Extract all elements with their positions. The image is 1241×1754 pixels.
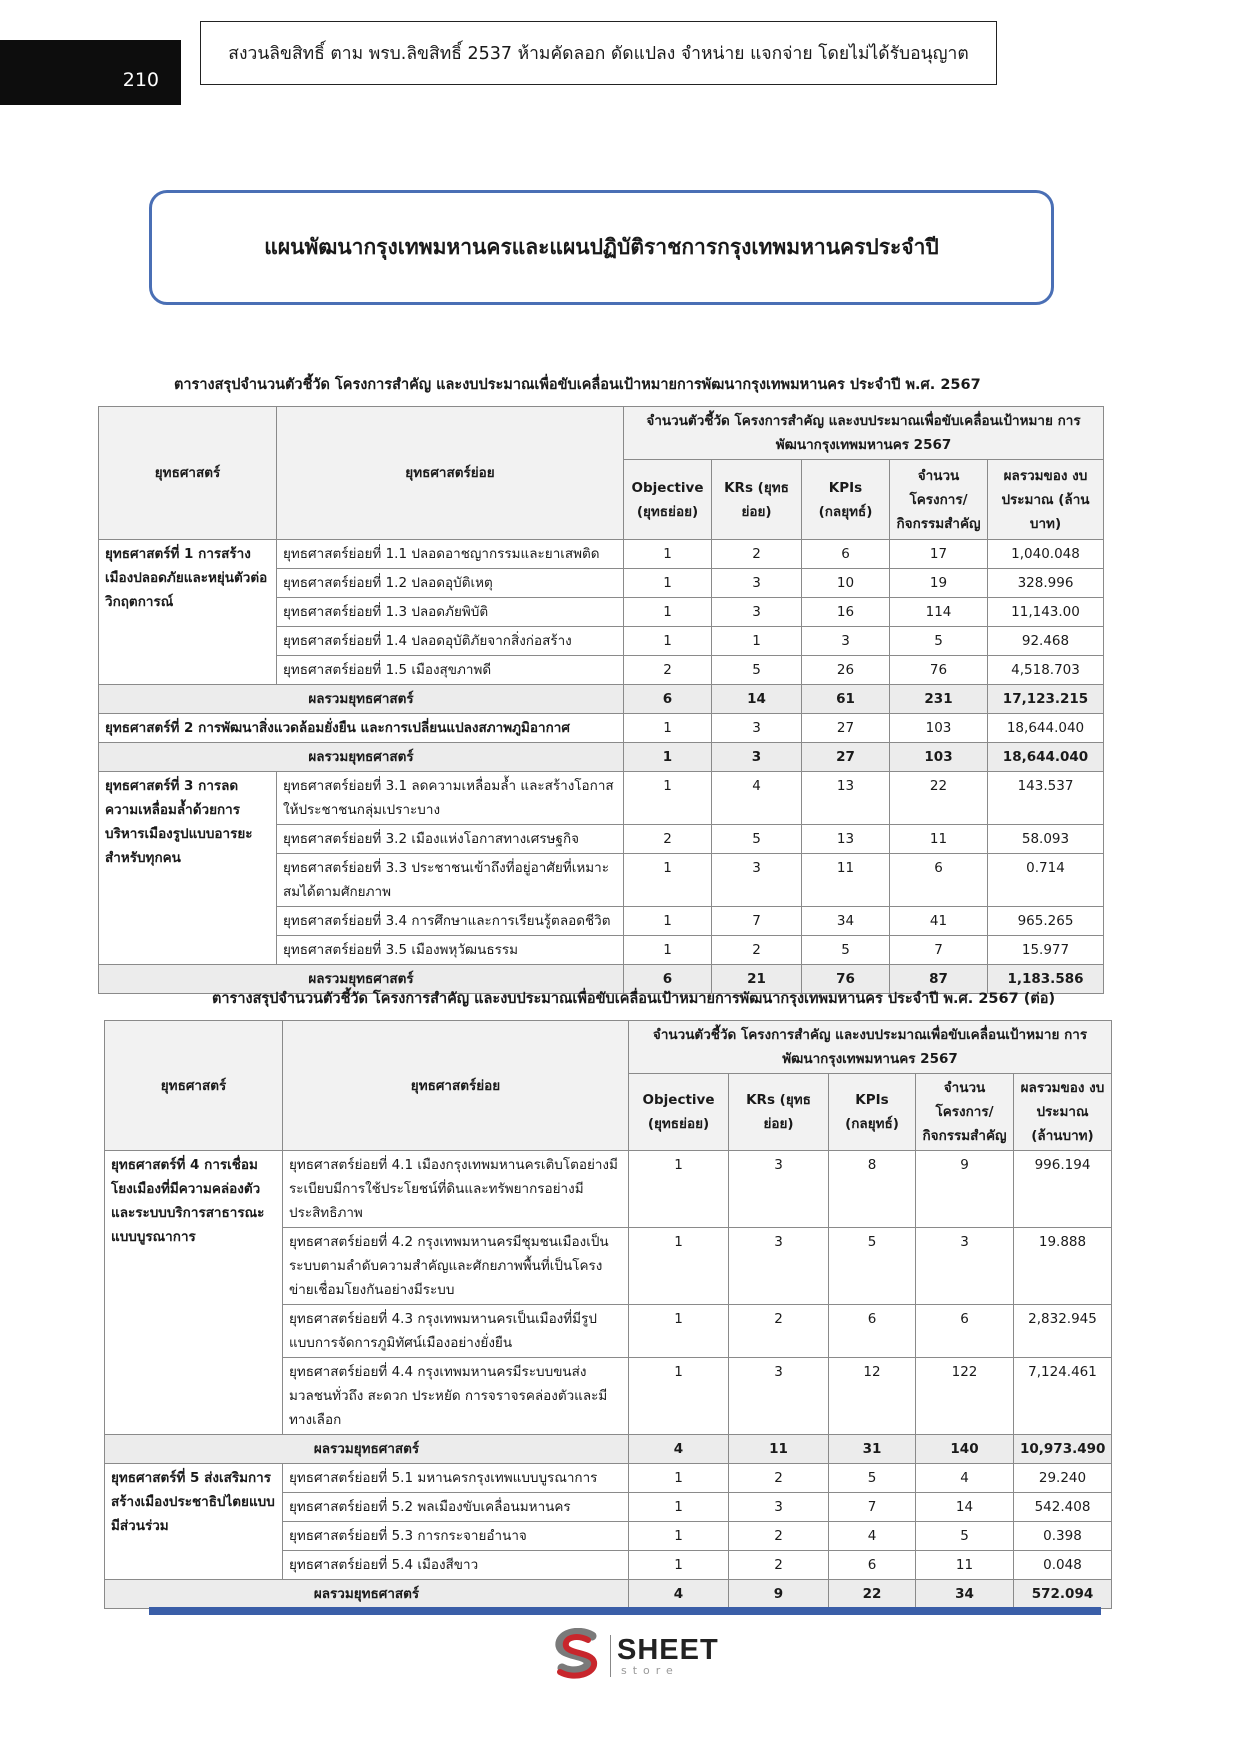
budget-cell: 15.977 (988, 936, 1104, 965)
sub-strategy: ยุทธศาสตร์ย่อยที่ 3.2 เมืองแห่งโอกาสทางเศรษฐกิจ (277, 825, 624, 854)
projects-cell: 19 (890, 569, 988, 598)
table2-caption: ตารางสรุปจำนวนตัวชี้วัด โครงการสำคัญ และงบประมาณเพื่อขับเคลื่อนเป้าหมายการพัฒนากรุงเทพมหานคร ประจำปี พ.ศ. 2567 (ต่อ) (212, 991, 1056, 1007)
projects-cell: 76 (890, 656, 988, 685)
table-row (99, 714, 1104, 743)
objective-cell: 2 (624, 825, 712, 854)
total-label: ผลรวมยุทธศาสตร์ (105, 1580, 629, 1609)
header-sub-strategy: ยุทธศาสตร์ย่อย (277, 407, 624, 540)
budget-cell: 11,143.00 (988, 598, 1104, 627)
projects-cell: 14 (916, 1493, 1014, 1522)
objective-cell: 6 (624, 965, 712, 994)
sub-strategy: ยุทธศาสตร์ย่อยที่ 4.2 กรุงเทพมหานครมีชุมชนเมืองเป็นระบบตามลำดับความสำคัญและศักยภาพพื้นที่เป็นโครงข่ายเชื่อมโยงกันอย่างมีระบบ (283, 1228, 629, 1305)
kpis-cell: 11 (802, 854, 890, 907)
header-budget: ผลรวมของ งบประมาณ (ล้านบาท) (1014, 1074, 1112, 1151)
kpis-cell: 7 (829, 1493, 916, 1522)
projects-cell: 4 (916, 1464, 1014, 1493)
sheet-store-s-icon (548, 1628, 606, 1684)
kpis-cell: 27 (802, 714, 890, 743)
strategy-name: ยุทธศาสตร์ที่ 1 การสร้างเมืองปลอดภัยและหยุ่นตัวต่อวิกฤตการณ์ (99, 540, 277, 685)
krs-cell: 2 (729, 1464, 829, 1493)
header-kpis: KPIs (กลยุทธ์) (829, 1074, 916, 1151)
copyright-notice: สงวนลิขสิทธิ์ ตาม พรบ.ลิขสิทธิ์ 2537 ห้ามคัดลอก ดัดแปลง จำหน่าย แจกจ่าย โดยไม่ได้รับอนุญาต (200, 21, 997, 85)
projects-cell: 17 (890, 540, 988, 569)
projects-cell: 41 (890, 907, 988, 936)
krs-cell: 3 (712, 598, 802, 627)
sub-strategy: ยุทธศาสตร์ย่อยที่ 4.3 กรุงเทพมหานครเป็นเมืองที่มีรูปแบบการจัดการภูมิทัศน์เมืองอย่างยั่งยืน (283, 1305, 629, 1358)
projects-cell: 87 (890, 965, 988, 994)
sub-strategy: ยุทธศาสตร์ย่อยที่ 3.5 เมืองพหุวัฒนธรรม (277, 936, 624, 965)
strategy-total-row (99, 743, 1104, 772)
projects-cell: 103 (890, 743, 988, 772)
table-row (105, 1151, 1112, 1228)
budget-cell: 17,123.215 (988, 685, 1104, 714)
projects-cell: 34 (916, 1580, 1014, 1609)
projects-cell: 11 (890, 825, 988, 854)
krs-cell: 4 (712, 772, 802, 825)
projects-cell: 9 (916, 1151, 1014, 1228)
strategy-total-row (105, 1580, 1112, 1609)
krs-cell: 3 (712, 743, 802, 772)
table1-caption: ตารางสรุปจำนวนตัวชี้วัด โครงการสำคัญ และงบประมาณเพื่อขับเคลื่อนเป้าหมายการพัฒนากรุงเทพมหานคร ประจำปี พ.ศ. 2567 (174, 377, 981, 393)
krs-cell: 1 (712, 627, 802, 656)
objective-cell: 1 (624, 598, 712, 627)
kpis-cell: 61 (802, 685, 890, 714)
kpis-cell: 76 (802, 965, 890, 994)
header-kpis: KPIs (กลยุทธ์) (802, 460, 890, 540)
budget-cell: 19.888 (1014, 1228, 1112, 1305)
logo-subtext: store (621, 1664, 679, 1677)
header-projects: จำนวน โครงการ/ กิจกรรมสำคัญ (916, 1074, 1014, 1151)
projects-cell: 11 (916, 1551, 1014, 1580)
sub-strategy: ยุทธศาสตร์ย่อยที่ 1.4 ปลอดอุบัติภัยจากสิ่งก่อสร้าง (277, 627, 624, 656)
objective-cell: 1 (624, 936, 712, 965)
header-sub-strategy: ยุทธศาสตร์ย่อย (283, 1021, 629, 1151)
header-projects: จำนวน โครงการ/ กิจกรรมสำคัญ (890, 460, 988, 540)
budget-cell: 1,183.586 (988, 965, 1104, 994)
projects-cell: 6 (890, 854, 988, 907)
objective-cell: 1 (629, 1493, 729, 1522)
sub-strategy: ยุทธศาสตร์ย่อยที่ 3.4 การศึกษาและการเรียนรู้ตลอดชีวิต (277, 907, 624, 936)
budget-cell: 58.093 (988, 825, 1104, 854)
budget-cell: 18,644.040 (988, 743, 1104, 772)
sub-strategy: ยุทธศาสตร์ย่อยที่ 1.5 เมืองสุขภาพดี (277, 656, 624, 685)
budget-cell: 328.996 (988, 569, 1104, 598)
projects-cell: 114 (890, 598, 988, 627)
objective-cell: 1 (624, 854, 712, 907)
objective-cell: 1 (629, 1151, 729, 1228)
projects-cell: 22 (890, 772, 988, 825)
budget-cell: 92.468 (988, 627, 1104, 656)
objective-cell: 1 (624, 907, 712, 936)
kpis-cell: 34 (802, 907, 890, 936)
sub-strategy: ยุทธศาสตร์ย่อยที่ 5.2 พลเมืองขับเคลื่อนมหานคร (283, 1493, 629, 1522)
krs-cell: 3 (712, 854, 802, 907)
table-row (105, 1464, 1112, 1493)
table-header-row (105, 1021, 1112, 1074)
sub-strategy: ยุทธศาสตร์ย่อยที่ 4.4 กรุงเทพมหานครมีระบบขนส่งมวลชนทั่วถึง สะดวก ประหยัด การจราจรคล่องตัวและมีทางเลือก (283, 1358, 629, 1435)
projects-cell: 7 (890, 936, 988, 965)
budget-cell: 0.398 (1014, 1522, 1112, 1551)
kpis-cell: 5 (829, 1228, 916, 1305)
krs-cell: 3 (729, 1493, 829, 1522)
sub-strategy: ยุทธศาสตร์ย่อยที่ 5.1 มหานครกรุงเทพแบบบูรณาการ (283, 1464, 629, 1493)
objective-cell: 1 (629, 1551, 729, 1580)
krs-cell: 3 (729, 1228, 829, 1305)
table-row (99, 540, 1104, 569)
logo-text: SHEET (617, 1634, 719, 1666)
kpis-cell: 16 (802, 598, 890, 627)
budget-cell: 572.094 (1014, 1580, 1112, 1609)
objective-cell: 6 (624, 685, 712, 714)
projects-cell: 3 (916, 1228, 1014, 1305)
objective-cell: 4 (629, 1435, 729, 1464)
objective-cell: 1 (624, 743, 712, 772)
objective-cell: 1 (629, 1228, 729, 1305)
strategy-name: ยุทธศาสตร์ที่ 4 การเชื่อมโยงเมืองที่มีความคล่องตัวและระบบบริการสาธารณะแบบบูรณาการ (105, 1151, 283, 1435)
budget-cell: 996.194 (1014, 1151, 1112, 1228)
sub-strategy: ยุทธศาสตร์ย่อยที่ 5.4 เมืองสีขาว (283, 1551, 629, 1580)
budget-cell: 18,644.040 (988, 714, 1104, 743)
krs-cell: 2 (729, 1305, 829, 1358)
budget-cell: 0.714 (988, 854, 1104, 907)
sub-strategy: ยุทธศาสตร์ย่อยที่ 3.3 ประชาชนเข้าถึงที่อยู่อาศัยที่เหมาะสมได้ตามศักยภาพ (277, 854, 624, 907)
strategy-name: ยุทธศาสตร์ที่ 2 การพัฒนาสิ่งแวดล้อมยั่งยืน และการเปลี่ยนแปลงสภาพภูมิอากาศ (99, 714, 624, 743)
summary-table-2 (104, 1020, 1112, 1609)
strategy-name: ยุทธศาสตร์ที่ 3 การลดความเหลื่อมล้ำด้วยการบริหารเมืองรูปแบบอารยะสำหรับทุกคน (99, 772, 277, 965)
header-krs: KRs (ยุทธย่อย) (729, 1074, 829, 1151)
footer-accent-bar (149, 1607, 1101, 1615)
krs-cell: 21 (712, 965, 802, 994)
kpis-cell: 26 (802, 656, 890, 685)
logo-separator (610, 1635, 611, 1677)
projects-cell: 122 (916, 1358, 1014, 1435)
kpis-cell: 12 (829, 1358, 916, 1435)
header-budget: ผลรวมของ งบประมาณ (ล้านบาท) (988, 460, 1104, 540)
objective-cell: 1 (624, 772, 712, 825)
objective-cell: 1 (624, 569, 712, 598)
kpis-cell: 3 (802, 627, 890, 656)
kpis-cell: 5 (802, 936, 890, 965)
total-label: ผลรวมยุทธศาสตร์ (99, 965, 624, 994)
objective-cell: 1 (624, 540, 712, 569)
budget-cell: 29.240 (1014, 1464, 1112, 1493)
kpis-cell: 13 (802, 825, 890, 854)
page-number: 210 (0, 40, 181, 105)
strategy-total-row (105, 1435, 1112, 1464)
total-label: ผลรวมยุทธศาสตร์ (99, 743, 624, 772)
krs-cell: 5 (712, 825, 802, 854)
kpis-cell: 22 (829, 1580, 916, 1609)
krs-cell: 2 (729, 1551, 829, 1580)
krs-cell: 2 (729, 1522, 829, 1551)
budget-cell: 10,973.490 (1014, 1435, 1112, 1464)
budget-cell: 0.048 (1014, 1551, 1112, 1580)
projects-cell: 103 (890, 714, 988, 743)
krs-cell: 11 (729, 1435, 829, 1464)
krs-cell: 2 (712, 540, 802, 569)
krs-cell: 5 (712, 656, 802, 685)
page-title: แผนพัฒนากรุงเทพมหานครและแผนปฏิบัติราชการกรุงเทพมหานครประจำปี (149, 190, 1054, 305)
objective-cell: 4 (629, 1580, 729, 1609)
header-strategy: ยุทธศาสตร์ (99, 407, 277, 540)
kpis-cell: 6 (829, 1551, 916, 1580)
kpis-cell: 13 (802, 772, 890, 825)
header-objective: Objective (ยุทธย่อย) (629, 1074, 729, 1151)
total-label: ผลรวมยุทธศาสตร์ (105, 1435, 629, 1464)
budget-cell: 7,124.461 (1014, 1358, 1112, 1435)
header-objective: Objective (ยุทธย่อย) (624, 460, 712, 540)
total-label: ผลรวมยุทธศาสตร์ (99, 685, 624, 714)
objective-cell: 1 (624, 714, 712, 743)
objective-cell: 1 (629, 1305, 729, 1358)
projects-cell: 5 (916, 1522, 1014, 1551)
header-group: จำนวนตัวชี้วัด โครงการสำคัญ และงบประมาณเพื่อขับเคลื่อนเป้าหมาย การพัฒนากรุงเทพมหานคร 2567 (624, 407, 1104, 460)
logo-wordmark (617, 1636, 719, 1676)
budget-cell: 143.537 (988, 772, 1104, 825)
projects-cell: 140 (916, 1435, 1014, 1464)
sub-strategy: ยุทธศาสตร์ย่อยที่ 1.3 ปลอดภัยพิบัติ (277, 598, 624, 627)
objective-cell: 1 (629, 1358, 729, 1435)
projects-cell: 6 (916, 1305, 1014, 1358)
sub-strategy: ยุทธศาสตร์ย่อยที่ 5.3 การกระจายอำนาจ (283, 1522, 629, 1551)
krs-cell: 3 (712, 569, 802, 598)
krs-cell: 9 (729, 1580, 829, 1609)
objective-cell: 1 (629, 1464, 729, 1493)
kpis-cell: 6 (802, 540, 890, 569)
krs-cell: 3 (729, 1151, 829, 1228)
kpis-cell: 31 (829, 1435, 916, 1464)
budget-cell: 542.408 (1014, 1493, 1112, 1522)
sheet-store-logo (548, 1628, 719, 1684)
krs-cell: 7 (712, 907, 802, 936)
sub-strategy: ยุทธศาสตร์ย่อยที่ 1.2 ปลอดอุบัติเหตุ (277, 569, 624, 598)
budget-cell: 1,040.048 (988, 540, 1104, 569)
kpis-cell: 4 (829, 1522, 916, 1551)
objective-cell: 1 (624, 627, 712, 656)
objective-cell: 2 (624, 656, 712, 685)
krs-cell: 2 (712, 936, 802, 965)
header-strategy: ยุทธศาสตร์ (105, 1021, 283, 1151)
table-header-row (99, 407, 1104, 460)
krs-cell: 3 (712, 714, 802, 743)
table-row (99, 772, 1104, 825)
budget-cell: 4,518.703 (988, 656, 1104, 685)
header-krs: KRs (ยุทธย่อย) (712, 460, 802, 540)
kpis-cell: 5 (829, 1464, 916, 1493)
sub-strategy: ยุทธศาสตร์ย่อยที่ 3.1 ลดความเหลื่อมล้ำ และสร้างโอกาสให้ประชาชนกลุ่มเปราะบาง (277, 772, 624, 825)
header-group: จำนวนตัวชี้วัด โครงการสำคัญ และงบประมาณเพื่อขับเคลื่อนเป้าหมาย การพัฒนากรุงเทพมหานคร 2567 (629, 1021, 1112, 1074)
projects-cell: 231 (890, 685, 988, 714)
kpis-cell: 27 (802, 743, 890, 772)
krs-cell: 14 (712, 685, 802, 714)
summary-table-1 (98, 406, 1104, 994)
kpis-cell: 6 (829, 1305, 916, 1358)
kpis-cell: 10 (802, 569, 890, 598)
sub-strategy: ยุทธศาสตร์ย่อยที่ 4.1 เมืองกรุงเทพมหานครเติบโตอย่างมีระเบียบมีการใช้ประโยชน์ที่ดินและทรัพยากรอย่างมีประสิทธิภาพ (283, 1151, 629, 1228)
projects-cell: 5 (890, 627, 988, 656)
sub-strategy: ยุทธศาสตร์ย่อยที่ 1.1 ปลอดอาชญากรรมและยาเสพติด (277, 540, 624, 569)
objective-cell: 1 (629, 1522, 729, 1551)
budget-cell: 2,832.945 (1014, 1305, 1112, 1358)
strategy-name: ยุทธศาสตร์ที่ 5 ส่งเสริมการสร้างเมืองประชาธิปไตยแบบมีส่วนร่วม (105, 1464, 283, 1580)
budget-cell: 965.265 (988, 907, 1104, 936)
krs-cell: 3 (729, 1358, 829, 1435)
strategy-total-row (99, 685, 1104, 714)
kpis-cell: 8 (829, 1151, 916, 1228)
